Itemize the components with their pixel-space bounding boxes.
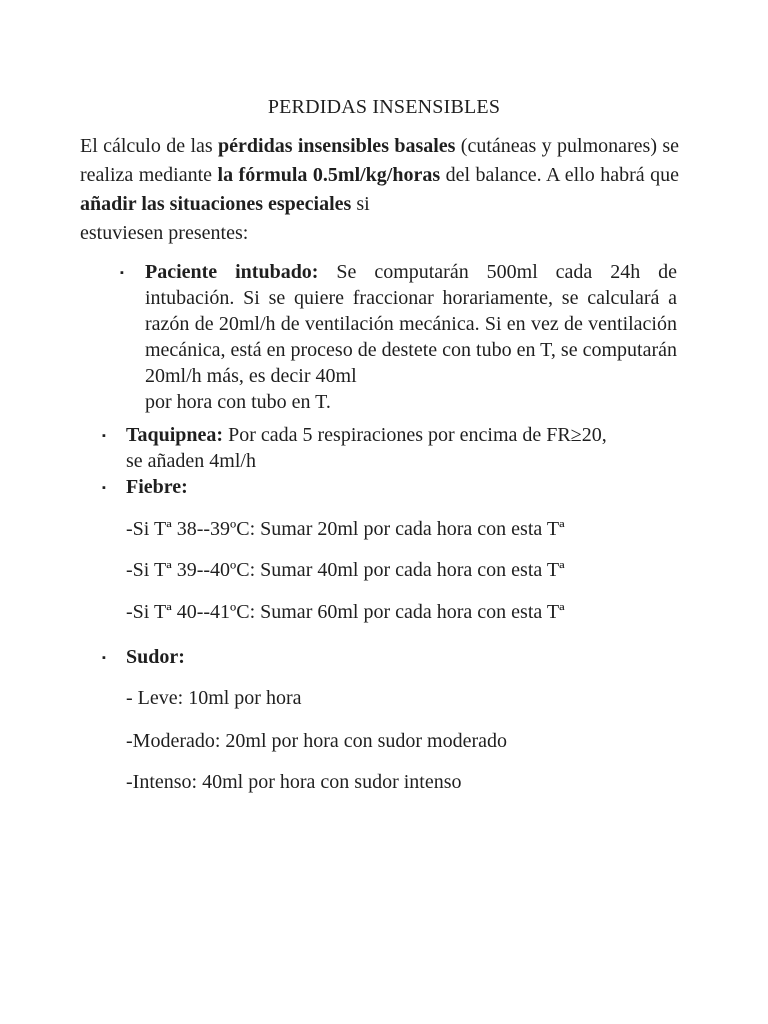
intro-text-4: si [351, 193, 370, 215]
list-item-text [126, 474, 677, 500]
intro-text-1: El cálculo de las [80, 135, 219, 157]
list-item-body: Se computarán 500ml cada 24h de intubación. Si se quiere fraccionar horariamente, se calculará a razón de 20ml/h de ventilación mecánica. Si en vez de ventilación mecánica, está en proceso de destete con tubo en T, se computarán 20ml/h más, es decir 40ml [145, 261, 678, 387]
intro-text-5: estuviesen presentes: [80, 222, 249, 244]
intro-paragraph [80, 132, 679, 248]
list-item-body: Por cada 5 respiraciones por encima de FR≥20, [223, 424, 607, 446]
intro-bold-1: pérdidas insensibles basales [218, 135, 456, 157]
fiebre-rule-2: -Si Tª 39--40ºC: Sumar 40ml por cada hora con esta Tª [126, 559, 565, 581]
list-item-body-last: se añaden 4ml/h [126, 450, 256, 472]
bullet-icon: ▪ [102, 430, 106, 442]
intro-bold-2: la fórmula 0.5ml/kg/horas [217, 164, 441, 186]
intro-bold-3: añadir las situaciones especiales [80, 193, 352, 215]
list-item-text [145, 259, 677, 415]
bullet-icon: ▪ [120, 267, 124, 279]
sudor-rule-2: -Moderado: 20ml por hora con sudor moderado [126, 730, 508, 752]
list-item-label: Taquipnea: [126, 424, 224, 446]
bullet-icon: ▪ [102, 482, 106, 494]
bullet-icon: ▪ [102, 652, 106, 664]
list-item-label: Fiebre: [126, 476, 188, 498]
list-item-body-last: por hora con tubo en T. [145, 391, 331, 413]
list-item-text [126, 644, 677, 670]
document-title: PERDIDAS INSENSIBLES [267, 96, 501, 118]
fiebre-rule-3: -Si Tª 40--41ºC: Sumar 60ml por cada hora con esta Tª [126, 601, 565, 623]
fiebre-rule-1: -Si Tª 38--39ºC: Sumar 20ml por cada hora con esta Tª [126, 518, 565, 540]
list-item-label: Paciente intubado: [145, 261, 319, 283]
intro-text-2: (cutáneas y pulmonares) se realiza mediante [80, 135, 679, 186]
intro-text-3: del balance. A ello habrá que [440, 164, 680, 186]
list-item-text [126, 422, 677, 474]
list-item-label: Sudor: [126, 646, 185, 668]
sudor-rule-1: - Leve: 10ml por hora [126, 687, 302, 709]
sudor-rule-3: -Intenso: 40ml por hora con sudor intenso [126, 771, 462, 793]
